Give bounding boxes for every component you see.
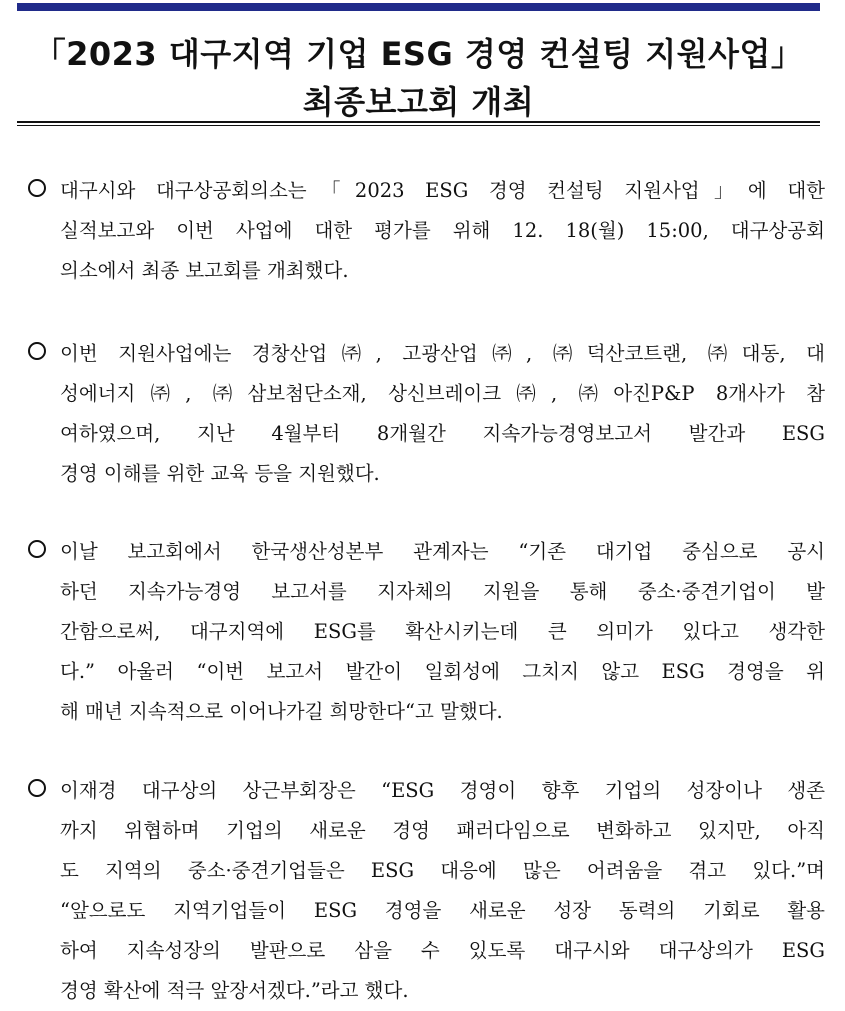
bullet-circle-icon	[28, 779, 46, 797]
top-accent-bar	[17, 3, 820, 11]
paragraph-line: 의소에서 최종 보고회를 개최했다.	[60, 259, 349, 282]
bullet-circle-icon	[28, 342, 46, 360]
paragraph-line: 경영 이해를 위한 교육 등을 지원했다.	[60, 462, 380, 485]
bullet-circle-icon	[28, 540, 46, 558]
paragraph-line: 간함으로써, 대구지역에 ESG를 확산시키는데 큰 의미가 있다고 생각한	[60, 620, 825, 643]
paragraph-line: 실적보고와 이번 사업에 대한 평가를 위해 12. 18(월) 15:00, 대구상공회	[60, 219, 825, 242]
paragraph-line: 대구시와 대구상공회의소는「2023 ESG 경영 컨설팅 지원사업」에 대한	[60, 179, 825, 202]
paragraph-3	[28, 532, 825, 732]
paragraph-line: 하던 지속가능경영 보고서를 지자체의 지원을 통해 중소·중견기업이 발	[60, 580, 825, 603]
paragraph-line: 까지 위협하며 기업의 새로운 경영 패러다임으로 변화하고 있지만, 아직	[60, 819, 825, 842]
paragraph-line: 성에너지㈜, ㈜삼보첨단소재, 상신브레이크㈜, ㈜아진P&P 8개사가 참	[60, 382, 825, 405]
paragraph-line: 해 매년 지속적으로 이어나가길 희망한다“고 말했다.	[60, 700, 503, 723]
paragraph-line: 경영 확산에 적극 앞장서겠다.”라고 했다.	[60, 979, 409, 1002]
paragraph-line: 여하였으며, 지난 4월부터 8개월간 지속가능경영보고서 발간과 ESG	[60, 422, 825, 445]
paragraph-line: 다.” 아울러 “이번 보고서 발간이 일회성에 그치지 않고 ESG 경영을 위	[60, 660, 825, 683]
paragraph-4	[28, 771, 825, 1011]
title-line-1: 「2023 대구지역 기업 ESG 경영 컨설팅 지원사업」	[33, 35, 804, 73]
title-underline	[17, 121, 820, 126]
paragraph-2	[28, 334, 825, 494]
paragraph-line: 하여 지속성장의 발판으로 삼을 수 있도록 대구시와 대구상의가 ESG	[60, 939, 825, 962]
bullet-circle-icon	[28, 179, 46, 197]
paragraph-line: 도 지역의 중소·중견기업들은 ESG 대응에 많은 어려움을 겪고 있다.”며	[60, 859, 825, 882]
paragraph-line: 이재경 대구상의 상근부회장은 “ESG 경영이 향후 기업의 성장이나 생존	[60, 779, 825, 802]
paragraph-1	[28, 171, 825, 291]
paragraph-line: “앞으로도 지역기업들이 ESG 경영을 새로운 성장 동력의 기회로 활용	[60, 899, 825, 922]
document-title	[17, 30, 820, 126]
title-line-2: 최종보고회 개최	[302, 83, 535, 121]
paragraph-line: 이날 보고회에서 한국생산성본부 관계자는 “기존 대기업 중심으로 공시	[60, 540, 825, 563]
paragraph-line: 이번 지원사업에는 경창산업㈜, 고광산업㈜, ㈜덕산코트랜, ㈜대동, 대	[60, 342, 825, 365]
